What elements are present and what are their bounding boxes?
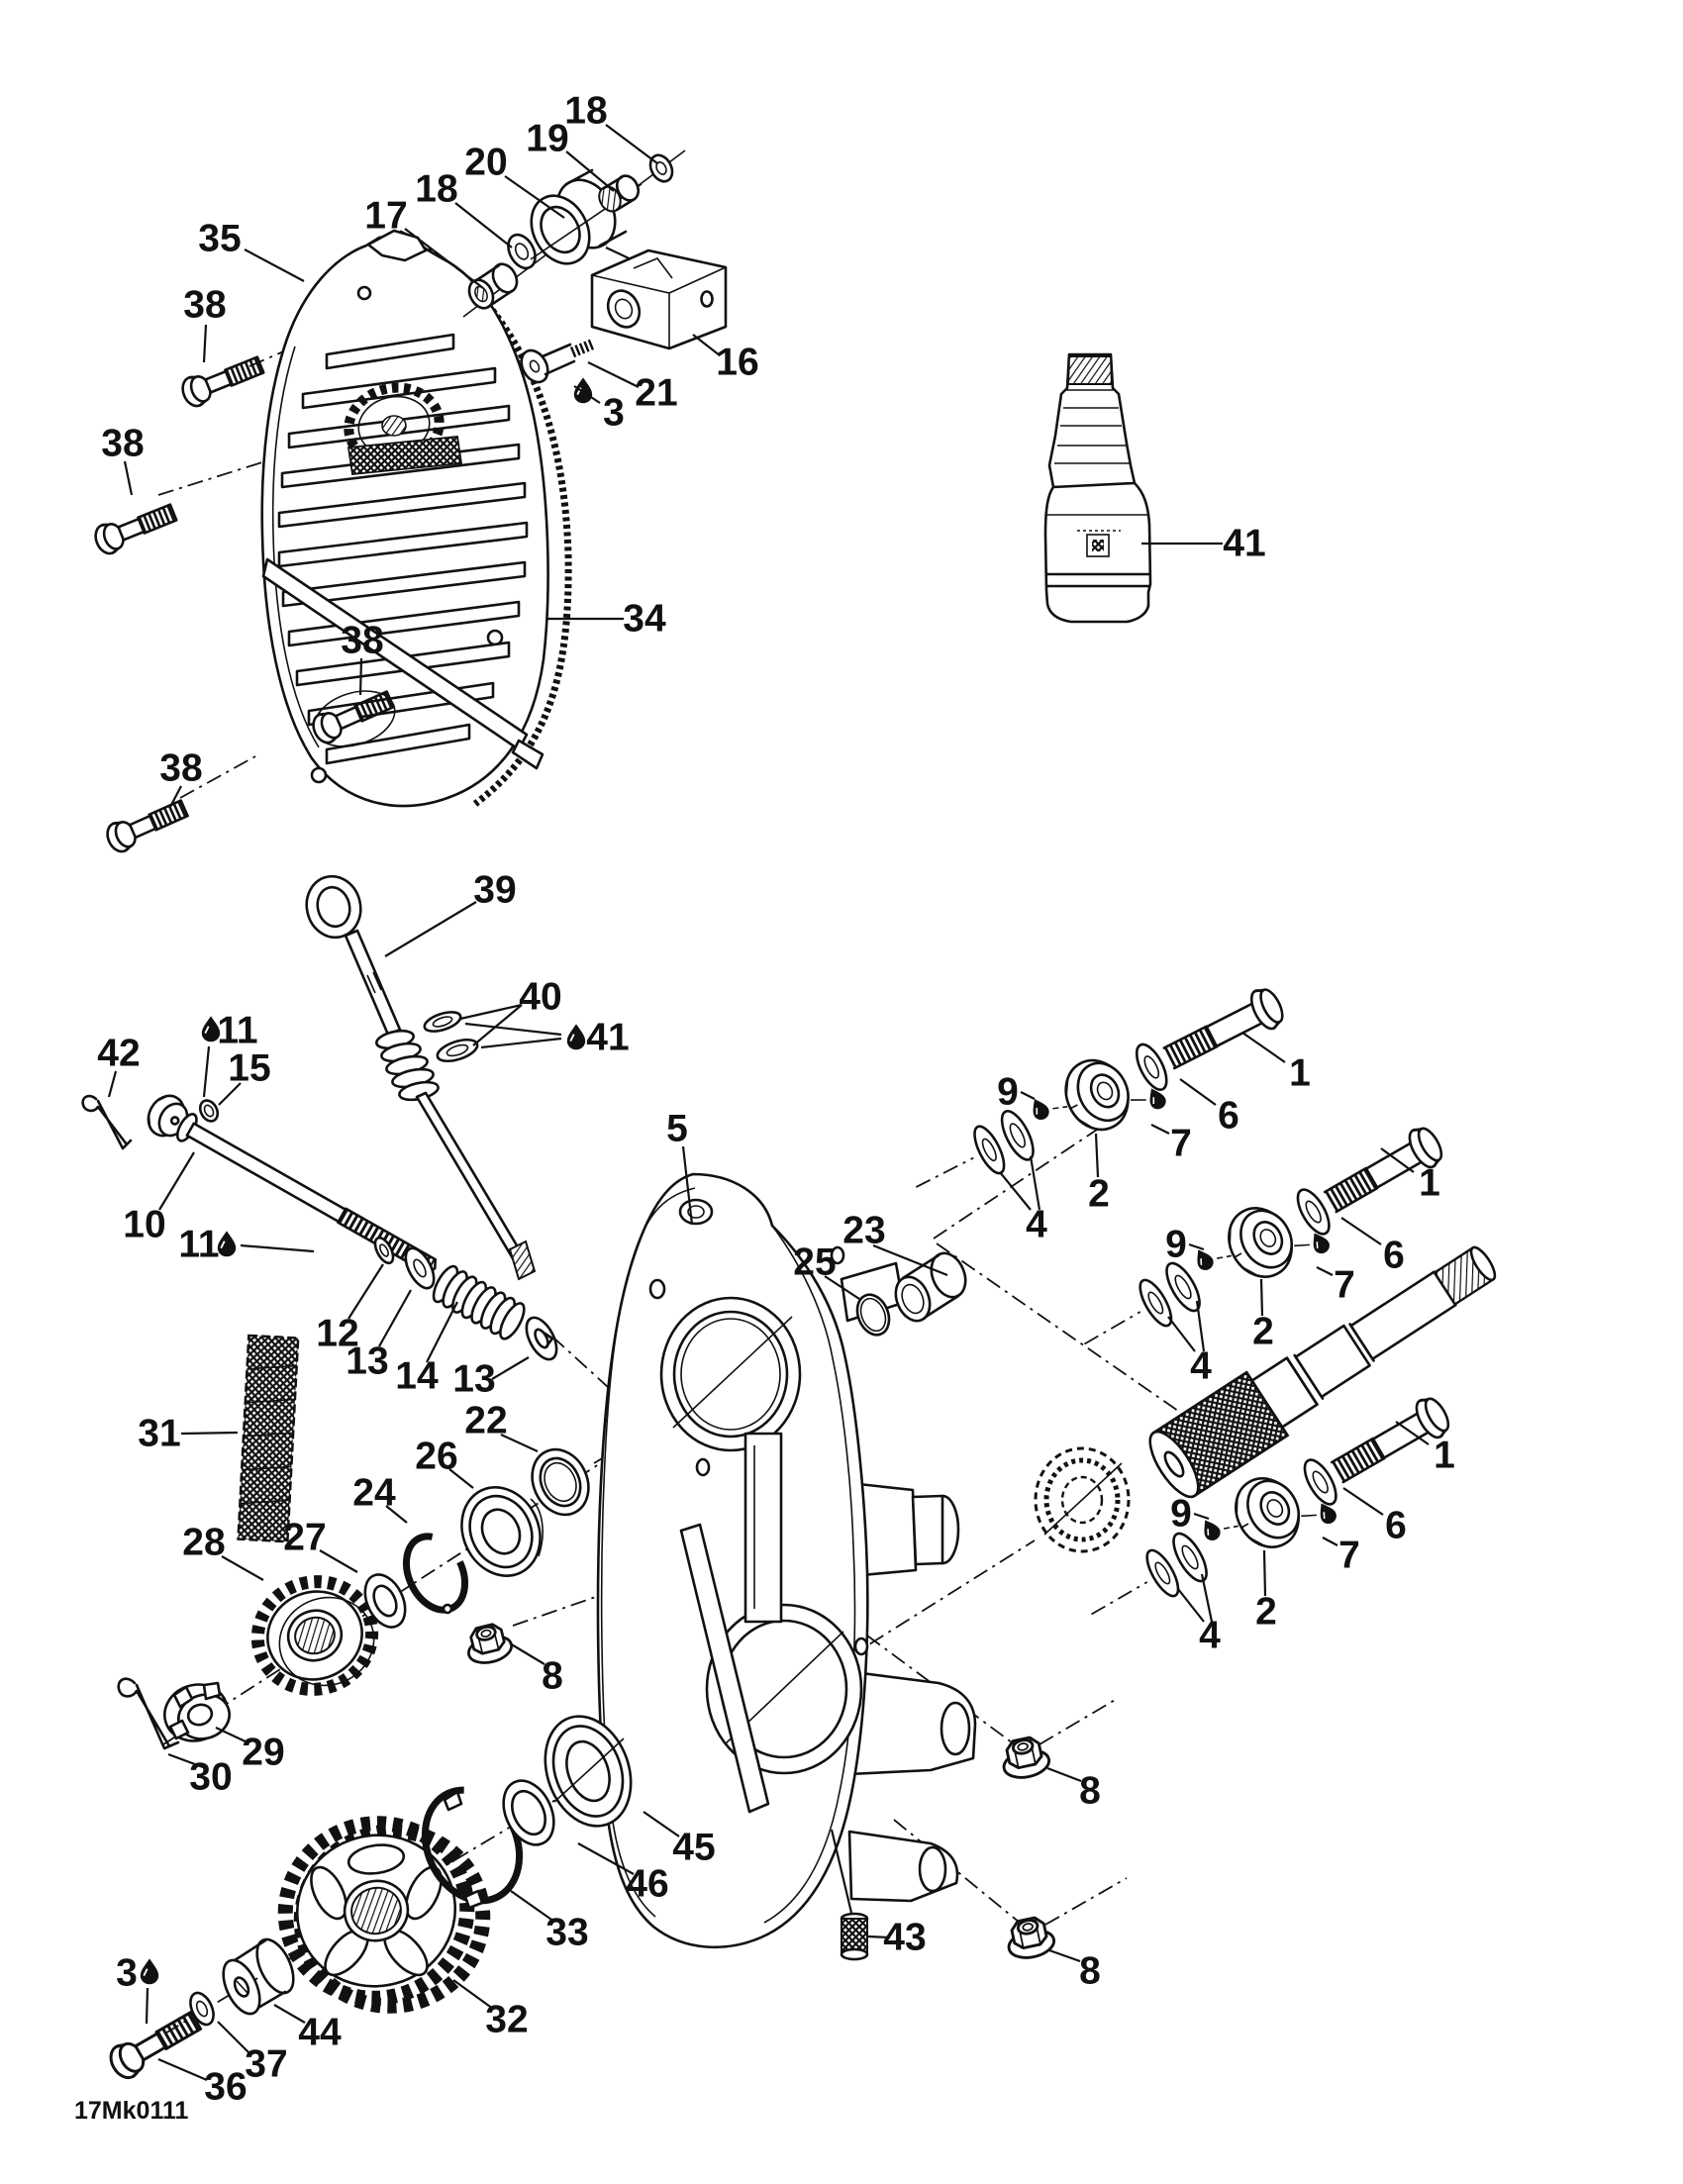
callout-leader <box>1343 1488 1383 1515</box>
part-number-callout: 15 <box>228 1046 271 1090</box>
callout-leader <box>1189 1244 1204 1249</box>
part-number-callout: 30 <box>189 1755 233 1799</box>
part-number-callout: 43 <box>883 1916 927 1959</box>
part-number-callout: 31 <box>138 1412 181 1455</box>
oil-drop-icon <box>567 1024 585 1049</box>
part-number-callout: 23 <box>842 1209 886 1252</box>
part-number-callout: 21 <box>635 371 678 415</box>
part-number-callout: 8 <box>1079 1949 1101 1993</box>
part-number-callout: 6 <box>1383 1234 1405 1277</box>
part-number-callout: 39 <box>473 868 517 912</box>
part-number-callout: 41 <box>1223 522 1266 565</box>
part-number-callout: 33 <box>545 1911 589 1954</box>
part-number-callout: 41 <box>586 1016 630 1059</box>
part-number-callout: 38 <box>101 422 145 465</box>
callout-leader <box>492 1357 529 1379</box>
part-number-callout: 5 <box>666 1107 688 1150</box>
part-number-callout: 1 <box>1419 1161 1440 1205</box>
drive-chain <box>238 1336 298 1541</box>
part-number-callout: 2 <box>1088 1172 1110 1216</box>
castle-nut-29 <box>157 1676 236 1748</box>
part-number-callout: 27 <box>283 1516 327 1559</box>
part-number-callout: 8 <box>1079 1769 1101 1813</box>
part-number-callout: 16 <box>716 341 759 384</box>
flange-nut-8-a <box>463 1621 515 1666</box>
callout-leader <box>125 461 132 495</box>
part-number-callout: 18 <box>415 167 458 211</box>
callout-leader <box>181 1433 238 1434</box>
callout-leader <box>204 325 206 362</box>
part-number-callout: 4 <box>1190 1344 1212 1388</box>
part-number-callout: 46 <box>626 1862 669 1906</box>
part-number-callout: 36 <box>204 2065 248 2109</box>
callout-leader <box>1151 1125 1169 1134</box>
callout-leader <box>606 125 657 163</box>
support-block-16 <box>592 250 726 348</box>
part-number-callout: 7 <box>1338 1534 1360 1577</box>
part-number-callout: 2 <box>1255 1590 1277 1634</box>
part-number-callout: 45 <box>672 1826 716 1869</box>
callout-leader <box>1242 1033 1285 1062</box>
part-number-callout: 29 <box>242 1731 285 1774</box>
callout-leader <box>204 1046 209 1097</box>
callout-leader <box>1031 1156 1040 1210</box>
callout-leader <box>1194 1514 1209 1519</box>
callout-leader <box>1264 1550 1265 1596</box>
cover-screw-38-b <box>91 499 178 557</box>
sprocket-32 <box>265 1803 502 2027</box>
part-number-callout: 1 <box>1434 1434 1455 1477</box>
part-number-callout: 11 <box>178 1223 220 1266</box>
oring-15 <box>197 1098 221 1125</box>
part-number-callout: 38 <box>183 283 227 327</box>
cotter-pin-42 <box>83 1096 131 1148</box>
loctite-drop-icon <box>574 377 592 403</box>
callout-leader <box>360 658 361 695</box>
callout-leader <box>159 1152 194 1210</box>
part-number-callout: 3 <box>116 1951 138 1995</box>
part-number-callout: 19 <box>526 117 569 160</box>
part-number-callout: 11 <box>217 1009 258 1052</box>
cover-screw-38-a <box>178 351 265 410</box>
bushing-23 <box>890 1248 972 1327</box>
callout-leader <box>455 203 512 248</box>
part-number-callout: 42 <box>97 1032 141 1075</box>
callout-leader <box>348 1264 383 1319</box>
washer-37 <box>186 1989 218 2028</box>
part-number-callout: 13 <box>452 1357 496 1401</box>
part-number-callout: 17 <box>364 194 408 238</box>
oil-bottle <box>1045 354 1150 622</box>
part-number-callout: 14 <box>395 1354 439 1398</box>
part-number-callout: 2 <box>1252 1310 1274 1353</box>
cover-screw-38-d <box>103 795 190 855</box>
callout-leader <box>510 1643 544 1664</box>
callout-leader <box>158 2059 207 2080</box>
part-number-callout: 6 <box>1385 1504 1407 1547</box>
part-number-callout: 8 <box>542 1654 563 1698</box>
part-number-callout: 38 <box>159 746 203 790</box>
part-number-callout: 4 <box>1026 1203 1047 1246</box>
washer-13-b <box>521 1313 563 1364</box>
oil-drop-icon <box>218 1231 236 1256</box>
part-number-callout: 1 <box>1289 1051 1311 1095</box>
part-number-callout: 26 <box>415 1435 458 1478</box>
callout-leader <box>427 1302 457 1362</box>
part-number-callout: 25 <box>793 1241 837 1284</box>
callout-leader <box>241 1245 314 1251</box>
part-number-callout: 7 <box>1334 1263 1355 1307</box>
callout-leader <box>1317 1267 1333 1275</box>
roller-44 <box>216 1934 301 2019</box>
drawing-code: 17Mk0111 <box>74 2097 189 2125</box>
part-number-callout: 3 <box>603 391 625 435</box>
part-number-callout: 22 <box>464 1399 508 1442</box>
callout-leader <box>1047 1768 1081 1781</box>
part-number-callout: 9 <box>997 1070 1019 1114</box>
callout-leader <box>1197 1301 1204 1351</box>
part-number-callout: 18 <box>564 89 608 133</box>
part-number-callout: 44 <box>298 2011 342 2054</box>
part-number-callout: 10 <box>123 1203 166 1246</box>
bolt-36 <box>105 2006 204 2083</box>
callout-leader <box>109 1071 116 1097</box>
part-number-callout: 12 <box>316 1312 359 1355</box>
oil-seal-dashed <box>1036 1448 1129 1551</box>
part-number-callout: 13 <box>346 1340 389 1383</box>
callout-leader <box>465 1024 561 1035</box>
part-number-callout: 4 <box>1199 1614 1221 1657</box>
callout-leader <box>1049 1950 1080 1961</box>
callout-leader <box>481 1039 561 1047</box>
part-number-callout: 40 <box>519 975 562 1019</box>
callout-leader <box>832 1830 851 1913</box>
part-number-callout: 9 <box>1170 1492 1192 1536</box>
callout-leader <box>1323 1538 1337 1545</box>
callout-leader <box>379 1290 411 1346</box>
part-number-callout: 28 <box>182 1521 226 1564</box>
part-number-callout: 32 <box>485 1998 529 2041</box>
chaincase-cover <box>262 231 568 806</box>
loctite-drop-icon <box>141 1958 158 1984</box>
part-number-callout: 7 <box>1170 1122 1192 1165</box>
part-number-callout: 34 <box>623 597 666 641</box>
part-number-callout: 24 <box>352 1471 396 1515</box>
callout-leader <box>1096 1134 1098 1177</box>
callout-leader <box>385 902 476 956</box>
callout-leader <box>588 362 639 387</box>
callout-leader <box>1180 1079 1216 1105</box>
set-screw-43 <box>842 1914 867 1959</box>
callout-leader <box>245 249 304 281</box>
callout-leader <box>147 1988 148 2024</box>
part-number-callout: 6 <box>1218 1094 1239 1138</box>
part-number-callout: 9 <box>1165 1223 1187 1266</box>
callout-leader <box>1341 1218 1381 1244</box>
part-number-callout: 35 <box>198 217 242 260</box>
part-number-callout: 38 <box>341 619 384 662</box>
callout-leader <box>222 1556 263 1580</box>
part-number-callout: 37 <box>245 2042 288 2086</box>
callout-leader <box>1021 1092 1035 1099</box>
part-number-callout: 20 <box>464 141 508 184</box>
